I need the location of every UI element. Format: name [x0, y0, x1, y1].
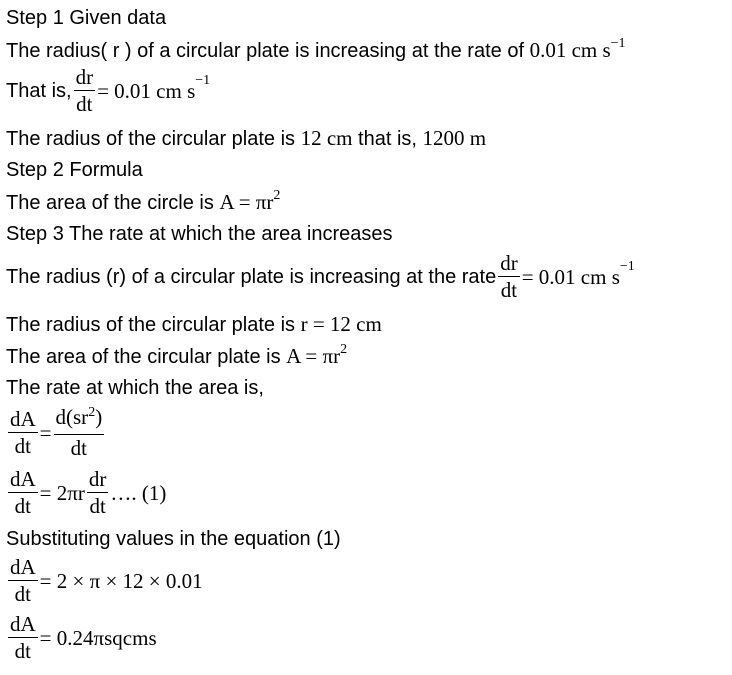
- fraction-denominator: dt: [14, 582, 31, 606]
- step3-area-line: [6, 344, 347, 372]
- step3-rate-exponent: −1: [619, 258, 635, 274]
- equation-2-middle: = 2πr: [39, 480, 85, 505]
- numerator-close: ): [95, 405, 103, 429]
- fraction-numerator: dr: [88, 467, 107, 491]
- fraction-numerator: dA: [10, 555, 36, 579]
- fraction-denominator: dt: [14, 434, 31, 458]
- equation-1: [6, 406, 106, 459]
- step1-rate-exponent: −1: [610, 36, 626, 51]
- step3-rate-text: The radius (r) of a circular plate is increasing at the rate: [6, 265, 497, 288]
- step3-area-math: A = πr: [286, 344, 341, 368]
- step3-radius-text: The radius of the circular plate is: [6, 314, 301, 336]
- numerator-exponent: 2: [88, 405, 96, 420]
- step1-thatis-math: = 0.01 cm s: [97, 78, 196, 103]
- fraction-numerator: dA: [10, 407, 36, 431]
- fraction-numerator: dA: [10, 467, 36, 491]
- step2-area-text: The area of the circle is: [6, 192, 220, 214]
- equation-3-rhs: = 2 × π × 12 × 0.01: [39, 568, 203, 593]
- fraction-denominator: dt: [70, 436, 88, 460]
- dA-dt-fraction: [8, 468, 38, 517]
- step2-area-math: A = πr: [219, 190, 274, 214]
- dr-dt-fraction: [87, 468, 109, 517]
- step1-thatis-text: That is,: [6, 79, 72, 102]
- step1-rate-text: The radius( r ) of a circular plate is increasing at the rate of: [6, 40, 530, 62]
- step2-title: Step 2 Formula: [6, 159, 143, 181]
- step1-rate-line: [6, 38, 626, 66]
- equation-4: [6, 613, 157, 662]
- step1-radius-text: The radius of the circular plate is: [6, 128, 301, 150]
- step1-radius-cm: 12 cm: [300, 126, 353, 150]
- step3-radius-line: [6, 312, 382, 337]
- step3-radius-math: r = 12 cm: [300, 312, 382, 336]
- fraction-denominator: dt: [14, 494, 31, 518]
- step2-area-exponent: 2: [273, 188, 281, 203]
- step1-radius-line: [6, 126, 486, 151]
- fraction-numerator: dr: [75, 65, 94, 89]
- fraction-denominator: dt: [500, 278, 518, 302]
- step1-thatis-line: [6, 66, 210, 115]
- step3-rate-intro: The rate at which the area is,: [6, 377, 264, 399]
- fraction-numerator: [54, 406, 105, 435]
- dA-dt-fraction: [8, 408, 38, 457]
- fraction-numerator: dr: [500, 251, 518, 275]
- fraction-denominator: dt: [89, 494, 106, 518]
- equation-2: [6, 468, 166, 517]
- equation-4-rhs: = 0.24πsqcms: [39, 625, 157, 650]
- step2-area-line: [6, 190, 280, 218]
- dA-dt-fraction: [8, 613, 38, 662]
- step1-thatis-exponent: −1: [195, 72, 211, 88]
- dr-dt-fraction: [74, 66, 96, 115]
- equals-sign: =: [39, 420, 52, 445]
- substituting-line: Substituting values in the equation (1): [6, 528, 341, 550]
- fraction-numerator: dA: [10, 612, 36, 636]
- numerator-open: d(sr: [55, 405, 89, 429]
- fraction-denominator: dt: [14, 639, 31, 663]
- equation-2-label: …. (1): [110, 480, 167, 505]
- step3-rate-math: = 0.01 cm s: [521, 264, 620, 289]
- step3-rate-line: [6, 252, 635, 301]
- step3-area-text: The area of the circular plate is: [6, 346, 287, 368]
- step1-radius-text2: that is,: [352, 128, 423, 150]
- step3-title: Step 3 The rate at which the area increases: [6, 223, 393, 245]
- dA-dt-fraction: [8, 556, 38, 605]
- dr-dt-fraction: [498, 252, 520, 301]
- step1-rate-math: 0.01 cm s: [529, 38, 611, 62]
- step1-radius-m: 1200 m: [422, 126, 487, 150]
- equation-3: [6, 556, 203, 605]
- step3-area-exponent: 2: [340, 342, 348, 357]
- fraction-denominator: dt: [76, 92, 93, 116]
- step1-title: Step 1 Given data: [6, 7, 167, 29]
- d-sr2-dt-fraction: [54, 406, 105, 459]
